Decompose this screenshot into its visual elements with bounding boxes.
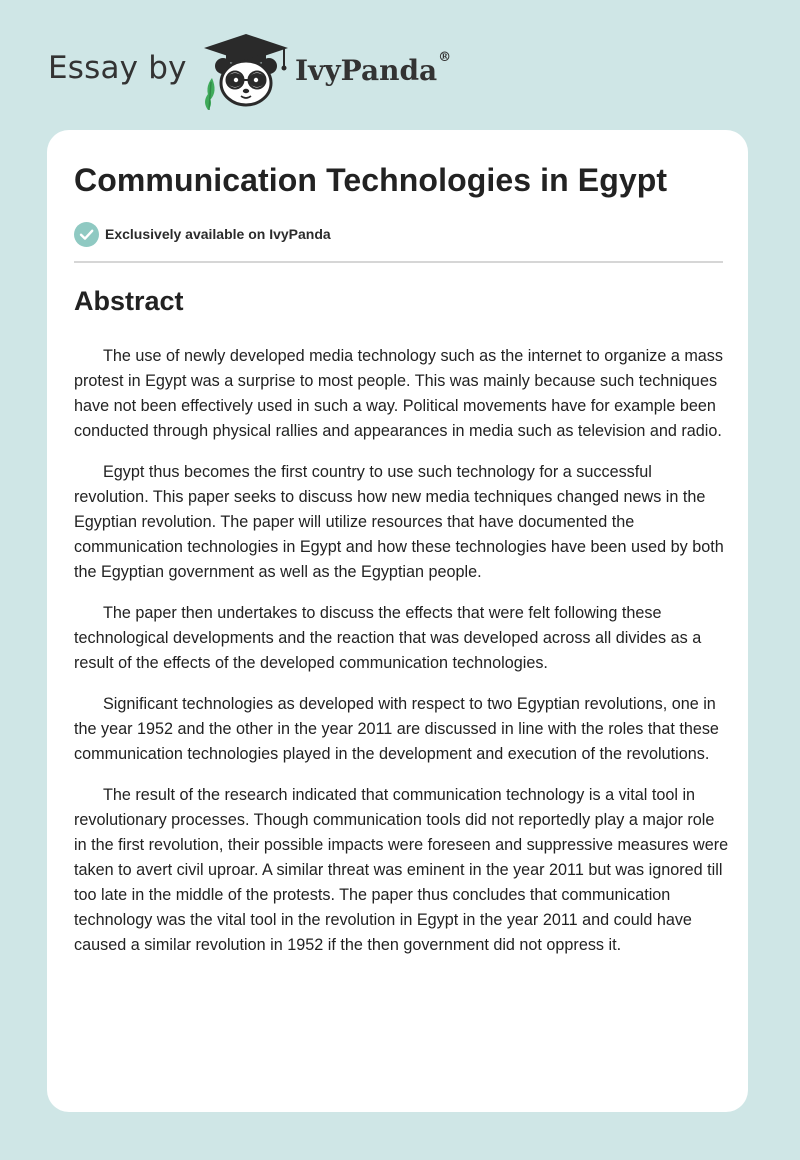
registered-mark: ®	[438, 50, 452, 65]
divider	[74, 261, 723, 263]
brand-name-text: IvyPanda	[295, 54, 438, 87]
abstract-paragraph: Significant technologies as developed with respect to two Egyptian revolutions, one in the year 1952 and the other in the year 2011 are discussed in line with the roles that these communication technologies played in the development and execution of the revolutions.	[74, 695, 719, 763]
availability-badge	[74, 221, 331, 247]
check-circle-icon	[74, 222, 99, 247]
abstract-paragraph: The use of newly developed media technology such as the internet to organize a mass protest in Egypt was a surprise to most people. This was mainly because such techniques have not been effectively used in such a way. Political movements have for example been conducted through physical rallies and appearances in media such as television and radio.	[74, 347, 723, 440]
abstract-paragraph: The paper then undertakes to discuss the effects that were felt following these technological developments and the reaction that was developed across all divides as a result of the effects of the developed communication technologies.	[74, 604, 702, 672]
panda-graduate-logo-icon	[200, 30, 292, 112]
page-title: Communication Technologies in Egypt	[74, 162, 668, 198]
abstract-paragraph: The result of the research indicated that communication technology is a vital tool in revolutionary processes. Though communication tools did not reportedly play a major role in the first revolution, their possible impacts were foreseen and suppressive measures were taken to avert civil uproar. A similar threat was eminent in the year 2011 but was ignored till too late in the middle of the protests. The paper thus concludes that communication technology was the vital tool in the revolution in Egypt in the year 2011 and could have caused a similar revolution in 1952 if the then government did not oppress it.	[74, 786, 729, 954]
site-header	[0, 0, 800, 130]
brand-prefix: Essay by	[48, 50, 187, 86]
essay-card	[47, 130, 748, 1112]
availability-badge-label: Exclusively available on IvyPanda	[105, 226, 331, 242]
brand-name	[295, 50, 452, 87]
abstract-body	[74, 344, 729, 974]
section-heading-abstract: Abstract	[74, 286, 184, 316]
abstract-paragraph: Egypt thus becomes the first country to use such technology for a successful revolution. This paper seeks to discuss how new media techniques changed news in the Egyptian revolution. The paper will utilize resources that have documented the communication technologies in Egypt and how these technologies have been used by both the Egyptian government as well as the Egyptian people.	[74, 463, 724, 581]
